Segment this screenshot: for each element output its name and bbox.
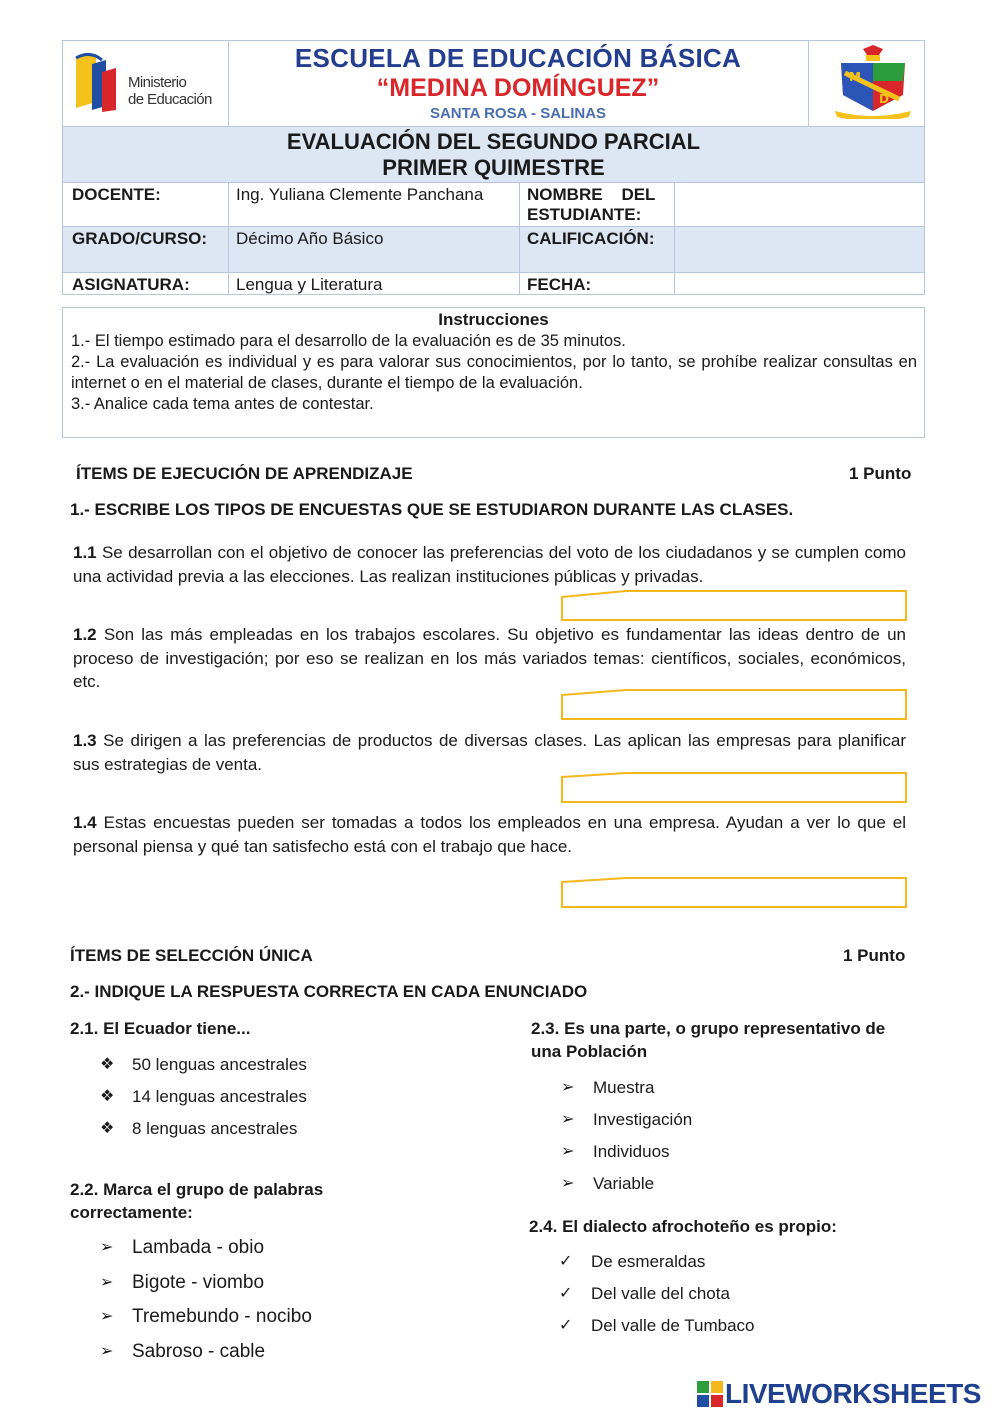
q22-option[interactable] [100,1342,265,1362]
item-1-3 [73,729,906,776]
school-crest [833,45,913,119]
calificacion-field[interactable] [675,227,924,272]
school-name: “MEDINA DOMÍNGUEZ” [376,74,660,102]
arrow-bullet-icon: ➢ [100,1274,114,1291]
q21-option[interactable] [100,1087,307,1107]
q24-title: 2.4. El dialecto afrochoteño es propio: [529,1217,837,1236]
header-table [62,40,925,295]
svg-text:M: M [849,70,861,84]
answer-box-shape [561,689,907,721]
answer-input-1-2[interactable] [561,689,907,719]
item-number: 1.2 [73,625,97,644]
watermark-text: LIVEWORKSHEETS [725,1378,981,1409]
option-label: Bigote - viombo [132,1272,265,1293]
answer-input-1-3[interactable] [561,772,907,802]
fecha-field[interactable] [675,273,924,294]
eval-title-1: EVALUACIÓN DEL SEGUNDO PARCIAL [286,129,701,154]
svg-text:D: D [879,92,889,106]
arrow-bullet-icon: ➢ [100,1239,114,1256]
option-label: Investigación [593,1110,693,1129]
check-bullet-icon: ✓ [559,1317,573,1334]
option-label: 14 lenguas ancestrales [132,1087,307,1106]
liveworksheets-logo-icon [697,1381,723,1407]
q21-option[interactable] [100,1055,307,1075]
estudiante-label-1: NOMBRE DEL [527,185,656,204]
q23-option[interactable] [561,1110,692,1130]
school-title: ESCUELA DE EDUCACIÓN BÁSICA [294,43,742,73]
asignatura-label: ASIGNATURA: [72,275,190,294]
q24-option[interactable] [559,1252,705,1272]
q22-title-line-2: correctamente: [70,1203,193,1222]
answer-box-shape [561,772,907,804]
instruction-line: 1.- El tiempo estimado para el desarrollo de la evaluación es de 35 minutos. [71,332,626,350]
option-label: Tremebundo - nocibo [132,1306,312,1327]
fecha-label: FECHA: [527,275,592,294]
instructions-box [62,307,925,438]
ministry-line-1: Ministerio [128,74,187,91]
instruction-line: 3.- Analice cada tema antes de contestar. [71,395,374,413]
item-number: 1.4 [73,813,97,832]
arrow-bullet-icon: ➢ [100,1343,114,1360]
q23-title-line-2: una Población [531,1042,648,1061]
section1-question: 1.- ESCRIBE LOS TIPOS DE ENCUESTAS QUE SE ESTUDIARON DURANTE LAS CLASES. [70,500,794,519]
estudiante-label [527,185,667,225]
asignatura-value: Lengua y Literatura [236,275,383,294]
grado-value: Décimo Año Básico [236,229,384,248]
ministry-emblem-icon [72,50,130,114]
q23-option[interactable] [561,1174,654,1194]
option-label: Lambada - obio [132,1237,265,1258]
section1-heading: ÍTEMS DE EJECUCIÓN DE APRENDIZAJE [76,464,413,483]
section2-question: 2.- INDIQUE LA RESPUESTA CORRECTA EN CADA ENUNCIADO [70,982,588,1001]
arrow-bullet-icon: ➢ [100,1308,114,1325]
option-label: Sabroso - cable [132,1341,266,1362]
q23-option[interactable] [561,1142,670,1162]
item-1-1 [73,541,906,588]
liveworksheets-watermark [697,1379,981,1409]
instructions-title: Instrucciones [438,310,549,329]
item-1-2 [73,623,906,694]
option-label: De esmeraldas [591,1252,706,1271]
option-label: 50 lenguas ancestrales [132,1055,307,1074]
answer-input-1-1[interactable] [561,589,907,619]
answer-box-shape [561,877,907,909]
arrow-bullet-icon: ➢ [561,1111,575,1128]
section1-points: 1 Punto [849,464,912,483]
q22-option[interactable] [100,1273,264,1293]
item-text: Se dirigen a las preferencias de productos de diversas clases. Las aplican las empresas para planificar sus estrategias de venta. [73,731,906,774]
item-text: Estas encuestas pueden ser tomadas a todos los empleados en una empresa. Ayudan a ver lo que el personal piensa y qué tan satisfecho está con el trabajo que hace. [73,813,906,856]
q24-option[interactable] [559,1316,754,1336]
q23-title-line-1: 2.3. Es una parte, o grupo representativo de [531,1019,886,1038]
option-label: Del valle del chota [591,1284,730,1303]
answer-box-shape [561,589,907,621]
item-1-4 [73,811,906,858]
school-crest-icon [833,45,913,119]
q22-option[interactable] [100,1238,264,1258]
option-label: Individuos [593,1142,670,1161]
instruction-line: 2.- La evaluación es individual y es para valorar sus conocimientos, por lo tanto, se prohíbe realizar consultas en internet o en el material de clases, durante el tiempo de la evaluación. [71,353,917,392]
estudiante-field[interactable] [675,183,924,226]
q22-title [70,1178,323,1224]
grado-label: GRADO/CURSO: [72,229,208,248]
option-label: Variable [593,1174,655,1193]
q23-title [531,1017,885,1063]
q22-option[interactable] [100,1307,312,1327]
option-label: 8 lenguas ancestrales [132,1119,298,1138]
q24-option[interactable] [559,1284,730,1304]
answer-input-1-4[interactable] [561,877,907,907]
arrow-bullet-icon: ➢ [561,1079,575,1096]
item-text: Son las más empleadas en los trabajos escolares. Su objetivo es fundamentar las ideas dentro de un proceso de investigación; por eso se realizan en los más variados temas: científicos, sociales, económicos, etc. [73,625,906,691]
section2-points: 1 Punto [843,946,906,965]
arrow-bullet-icon: ➢ [561,1143,575,1160]
school-location: SANTA ROSA - SALINAS [429,105,607,122]
estudiante-label-2: ESTUDIANTE: [527,205,642,224]
ministry-line-2: de Educación [128,91,212,108]
q21-option[interactable] [100,1119,297,1139]
check-bullet-icon: ✓ [559,1253,573,1270]
item-number: 1.3 [73,731,97,750]
option-label: Del valle de Tumbaco [591,1316,755,1335]
diamond-bullet-icon: ❖ [100,1056,115,1073]
ministry-logo [72,50,222,120]
diamond-bullet-icon: ❖ [100,1120,115,1137]
arrow-bullet-icon: ➢ [561,1175,575,1192]
check-bullet-icon: ✓ [559,1285,573,1302]
item-number: 1.1 [73,543,97,562]
q21-title: 2.1. El Ecuador tiene... [70,1019,251,1038]
q23-option[interactable] [561,1078,654,1098]
option-label: Muestra [593,1078,655,1097]
docente-label: DOCENTE: [72,185,161,204]
item-text: Se desarrollan con el objetivo de conocer las preferencias del voto de los ciudadanos y se cumplen como una actividad previa a las elecciones. Las realizan instituciones públicas y privadas. [73,543,906,586]
eval-title-2: PRIMER QUIMESTRE [382,155,605,180]
section2-heading: ÍTEMS DE SELECCIÓN ÚNICA [70,946,313,965]
q22-title-line-1: 2.2. Marca el grupo de palabras [70,1180,324,1199]
docente-value: Ing. Yuliana Clemente Panchana [236,185,484,204]
calificacion-label: CALIFICACIÓN: [527,229,655,248]
diamond-bullet-icon: ❖ [100,1088,115,1105]
